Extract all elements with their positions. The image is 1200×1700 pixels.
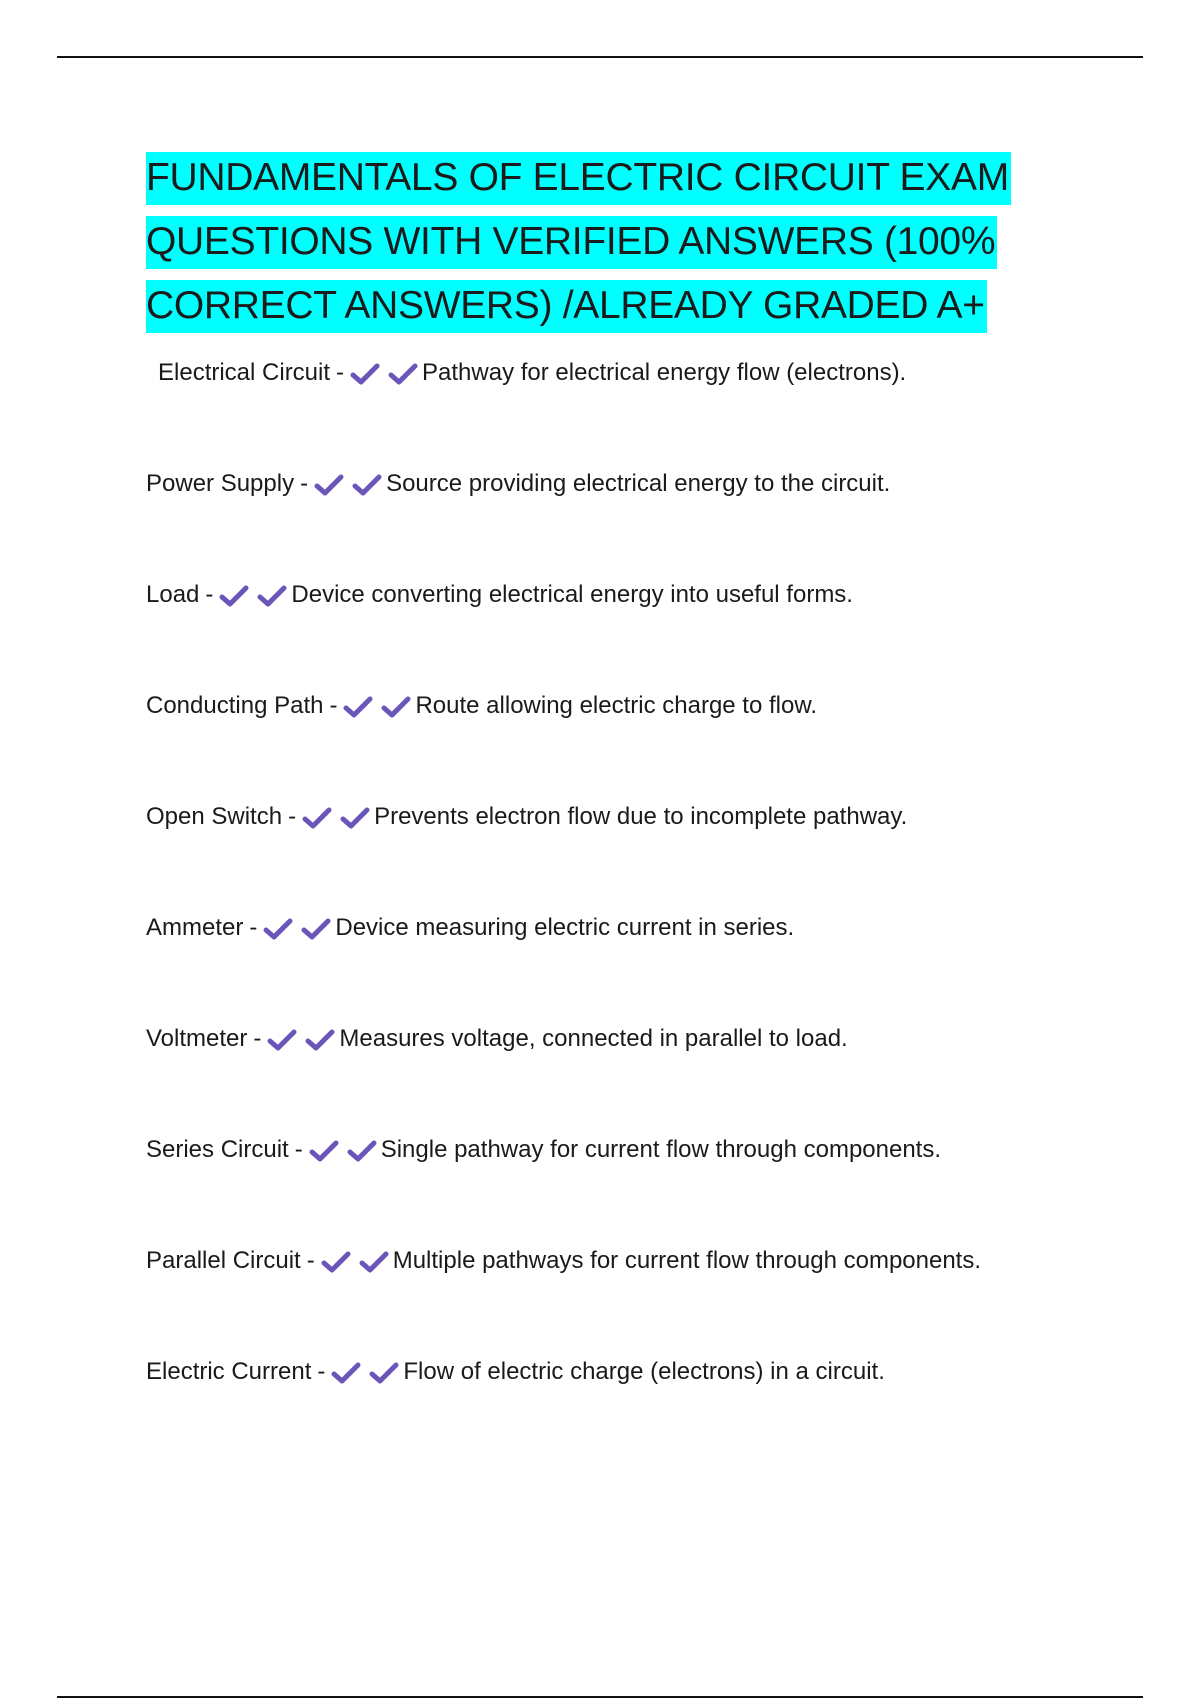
- definition-entry: [146, 799, 1146, 910]
- definition-list: [146, 355, 1146, 1465]
- checkmark-icon: [301, 910, 333, 946]
- entry-term: Open Switch: [146, 803, 283, 830]
- checkmark-icon: [340, 799, 372, 835]
- checkmark-icon: [263, 910, 295, 946]
- entry-definition: Device converting electrical energy into useful forms.: [291, 581, 853, 608]
- definition-entry: [146, 1243, 1146, 1354]
- title-line-text: QUESTIONS WITH VERIFIED ANSWERS (100%: [146, 216, 997, 269]
- checkmark-icon: [381, 688, 413, 724]
- entry-separator: -: [205, 581, 214, 608]
- bottom-divider: [57, 1696, 1143, 1698]
- entry-definition: Route allowing electric charge to flow.: [415, 692, 818, 719]
- definition-entry: [146, 466, 1146, 577]
- definition-entry: [146, 577, 1146, 688]
- checkmark-icon: [321, 1243, 353, 1279]
- entry-definition: Device measuring electric current in series.: [335, 914, 795, 941]
- title-line: [146, 274, 1086, 338]
- checkmark-icon: [331, 1354, 363, 1390]
- entry-term: Parallel Circuit: [146, 1247, 301, 1274]
- entry-separator: -: [306, 1247, 315, 1274]
- title-line: [146, 210, 1086, 274]
- entry-definition: Prevents electron flow due to incomplete pathway.: [374, 803, 908, 830]
- entry-separator: -: [253, 1025, 262, 1052]
- entry-definition: Flow of electric charge (electrons) in a circuit.: [403, 1358, 885, 1385]
- entry-separator: -: [294, 1136, 303, 1163]
- checkmark-icon: [305, 1021, 337, 1057]
- entry-term: Ammeter: [146, 914, 244, 941]
- checkmark-icon: [267, 1021, 299, 1057]
- checkmark-icon: [302, 799, 334, 835]
- title-line-text: FUNDAMENTALS OF ELECTRIC CIRCUIT EXAM: [146, 152, 1011, 205]
- checkmark-icon: [219, 577, 251, 613]
- definition-entry: [146, 1354, 1146, 1465]
- definition-entry: [146, 355, 1146, 466]
- entry-term: Electric Current: [146, 1358, 312, 1385]
- checkmark-icon: [388, 355, 420, 391]
- entry-definition: Pathway for electrical energy flow (electrons).: [422, 359, 907, 386]
- entry-separator: -: [288, 803, 297, 830]
- entry-term: Series Circuit: [146, 1136, 289, 1163]
- entry-separator: -: [249, 914, 258, 941]
- title-line-text: CORRECT ANSWERS) /ALREADY GRADED A+: [146, 280, 987, 333]
- entry-separator: -: [300, 470, 309, 497]
- document-title: [146, 146, 1086, 338]
- checkmark-icon: [314, 466, 346, 502]
- checkmark-icon: [343, 688, 375, 724]
- entry-term: Voltmeter: [146, 1025, 248, 1052]
- definition-entry: [146, 1021, 1146, 1132]
- entry-separator: -: [329, 692, 338, 719]
- title-line: [146, 146, 1086, 210]
- entry-term: Conducting Path: [146, 692, 324, 719]
- checkmark-icon: [369, 1354, 401, 1390]
- definition-entry: [146, 910, 1146, 1021]
- checkmark-icon: [350, 355, 382, 391]
- entry-definition: Measures voltage, connected in parallel to load.: [339, 1025, 848, 1052]
- entry-term: Load: [146, 581, 200, 608]
- entry-term: Power Supply: [146, 470, 295, 497]
- entry-separator: -: [317, 1358, 326, 1385]
- top-divider: [57, 56, 1143, 58]
- entry-definition: Multiple pathways for current flow through components.: [392, 1247, 982, 1274]
- checkmark-icon: [309, 1132, 341, 1168]
- entry-term: Electrical Circuit: [158, 359, 331, 386]
- checkmark-icon: [347, 1132, 379, 1168]
- entry-definition: Single pathway for current flow through components.: [380, 1136, 942, 1163]
- checkmark-icon: [352, 466, 384, 502]
- entry-definition: Source providing electrical energy to the circuit.: [386, 470, 891, 497]
- definition-entry: [146, 1132, 1146, 1243]
- definition-entry: [146, 688, 1146, 799]
- checkmark-icon: [257, 577, 289, 613]
- entry-separator: -: [336, 359, 345, 386]
- checkmark-icon: [359, 1243, 391, 1279]
